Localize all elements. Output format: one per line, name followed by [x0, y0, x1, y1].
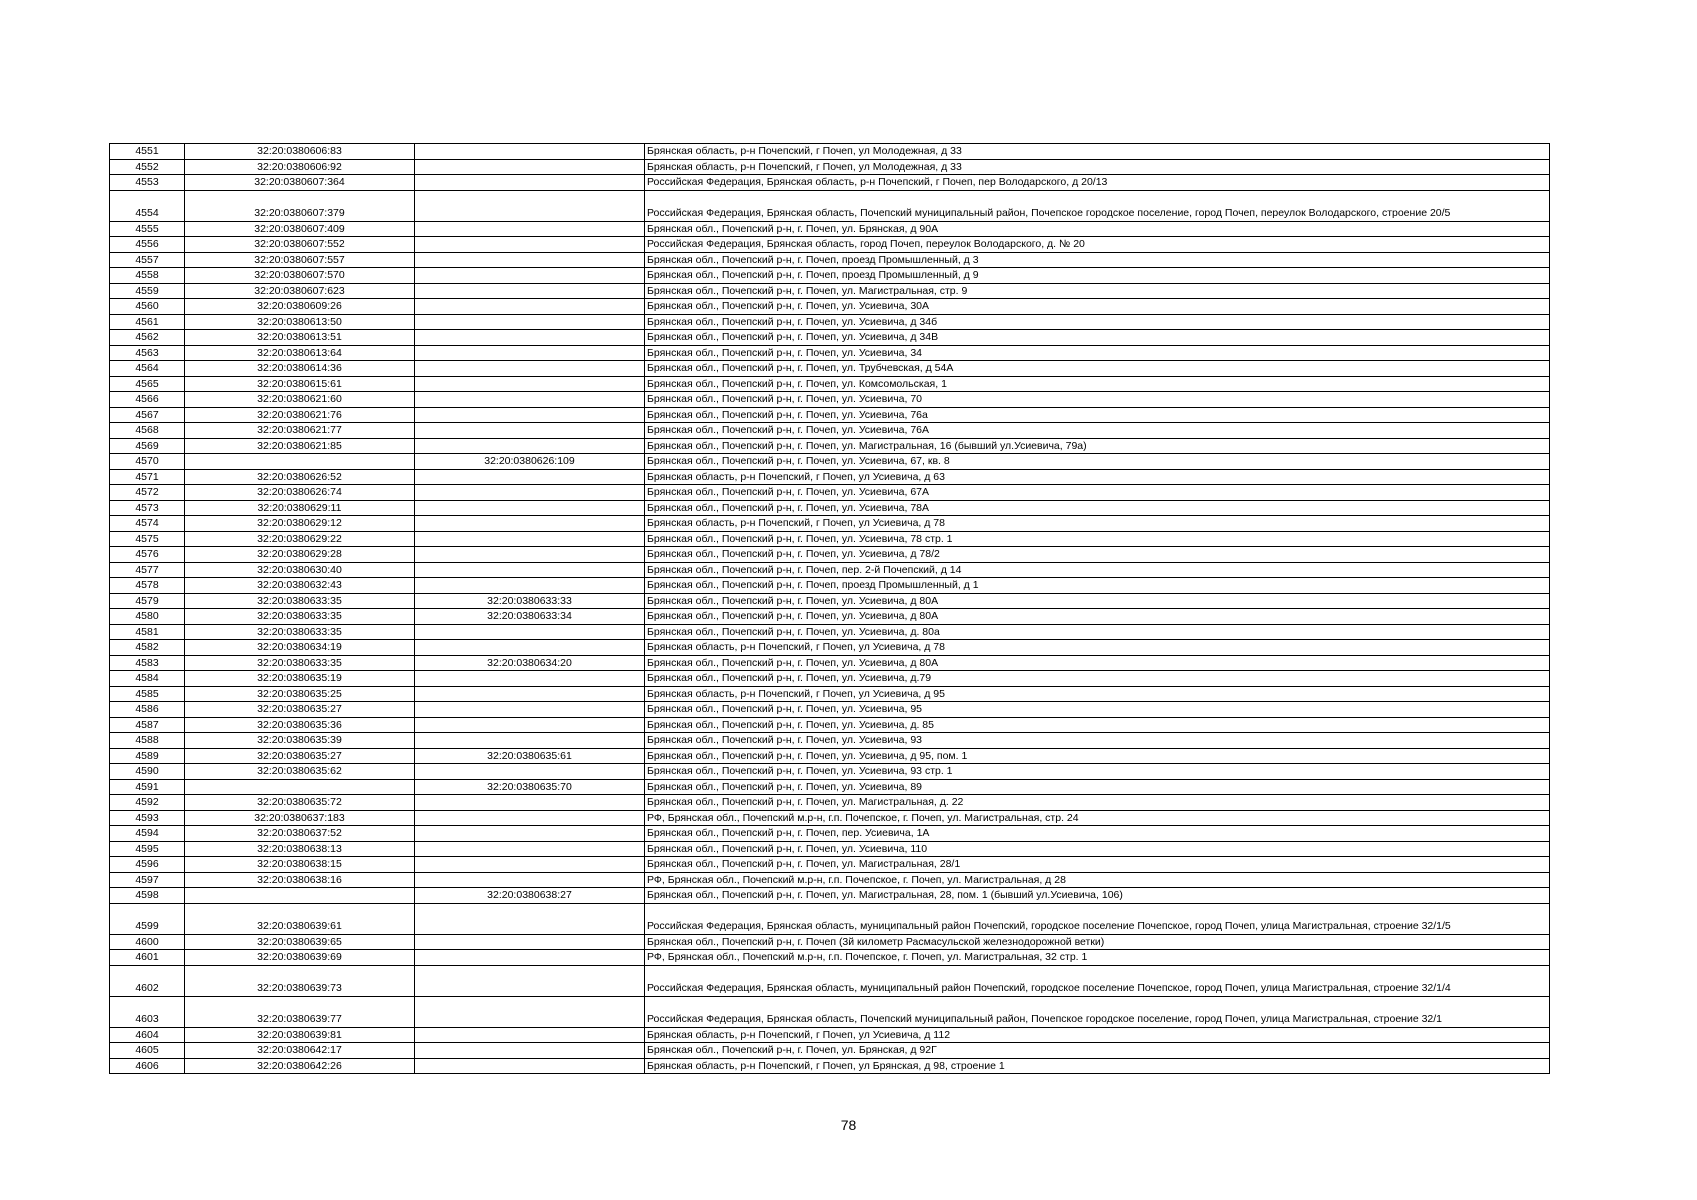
object-cadastral-number-cell	[415, 190, 645, 221]
object-cadastral-number-cell	[415, 640, 645, 656]
cadastral-number-cell: 32:20:0380633:35	[185, 655, 415, 671]
address-cell: Российская Федерация, Брянская область, муниципальный район Почепский, городское поселение Почепское, город Почеп, улица Магистральная, строение 32/1/4	[645, 965, 1550, 996]
table-row	[110, 640, 1550, 656]
object-cadastral-number-cell	[415, 268, 645, 284]
cadastral-number-cell: 32:20:0380639:69	[185, 950, 415, 966]
row-number-cell: 4597	[110, 872, 185, 888]
row-number-cell: 4557	[110, 252, 185, 268]
table-row	[110, 485, 1550, 501]
table-row	[110, 965, 1550, 996]
object-cadastral-number-cell	[415, 407, 645, 423]
row-number-cell: 4559	[110, 283, 185, 299]
cadastral-number-cell: 32:20:0380613:50	[185, 314, 415, 330]
address-cell: Брянская обл., Почепский р-н, г. Почеп, ул. Магистральная, 16 (бывший ул.Усиевича, 79а)	[645, 438, 1550, 454]
row-number-cell: 4579	[110, 593, 185, 609]
table-row	[110, 268, 1550, 284]
table-row	[110, 423, 1550, 439]
row-number-cell: 4571	[110, 469, 185, 485]
cadastral-number-cell: 32:20:0380626:74	[185, 485, 415, 501]
cadastral-number-cell: 32:20:0380629:28	[185, 547, 415, 563]
table-row	[110, 857, 1550, 873]
row-number-cell: 4581	[110, 624, 185, 640]
object-cadastral-number-cell: 32:20:0380633:33	[415, 593, 645, 609]
object-cadastral-number-cell	[415, 686, 645, 702]
row-number-cell: 4598	[110, 888, 185, 904]
cadastral-number-cell: 32:20:0380633:35	[185, 593, 415, 609]
object-cadastral-number-cell	[415, 345, 645, 361]
object-cadastral-number-cell	[415, 361, 645, 377]
table-row	[110, 516, 1550, 532]
address-cell: Брянская обл., Почепский р-н, г. Почеп, ул. Усиевича, д 80А	[645, 609, 1550, 625]
cadastral-number-cell: 32:20:0380607:623	[185, 283, 415, 299]
address-cell: Брянская обл., Почепский р-н, г. Почеп, пер. Усиевича, 1А	[645, 826, 1550, 842]
address-cell: Брянская обл., Почепский р-н, г. Почеп, ул. Комсомольская, 1	[645, 376, 1550, 392]
page-number: 78	[840, 1117, 857, 1133]
cadastral-number-cell: 32:20:0380609:26	[185, 299, 415, 315]
object-cadastral-number-cell	[415, 624, 645, 640]
table-row	[110, 593, 1550, 609]
row-number-cell: 4576	[110, 547, 185, 563]
address-cell: Брянская область, р-н Почепский, г Почеп, ул Усиевича, д 63	[645, 469, 1550, 485]
cadastral-number-cell: 32:20:0380607:409	[185, 221, 415, 237]
table-row	[110, 996, 1550, 1027]
row-number-cell: 4566	[110, 392, 185, 408]
table-row	[110, 330, 1550, 346]
address-cell: Брянская обл., Почепский р-н, г. Почеп, ул. Магистральная, 28, пом. 1 (бывший ул.Усиевича, 106)	[645, 888, 1550, 904]
cadastral-number-cell: 32:20:0380635:27	[185, 748, 415, 764]
row-number-cell: 4565	[110, 376, 185, 392]
table-row	[110, 407, 1550, 423]
address-cell: Брянская обл., Почепский р-н, г. Почеп, ул. Усиевича, 93	[645, 733, 1550, 749]
cadastral-number-cell	[185, 779, 415, 795]
row-number-cell: 4572	[110, 485, 185, 501]
object-cadastral-number-cell	[415, 531, 645, 547]
object-cadastral-number-cell: 32:20:0380633:34	[415, 609, 645, 625]
cadastral-number-cell: 32:20:0380639:61	[185, 903, 415, 934]
address-cell: Брянская обл., Почепский р-н, г. Почеп, пер. 2-й Почепский, д 14	[645, 562, 1550, 578]
cadastral-number-cell: 32:20:0380633:35	[185, 609, 415, 625]
registry-table	[109, 143, 1550, 1074]
cadastral-number-cell: 32:20:0380635:62	[185, 764, 415, 780]
address-cell: Брянская обл., Почепский р-н, г. Почеп, ул. Усиевича, д 80А	[645, 593, 1550, 609]
address-cell: Брянская обл., Почепский р-н, г. Почеп, ул. Усиевича, 67, кв. 8	[645, 454, 1550, 470]
cadastral-number-cell: 32:20:0380607:552	[185, 237, 415, 253]
row-number-cell: 4583	[110, 655, 185, 671]
row-number-cell: 4605	[110, 1043, 185, 1059]
cadastral-number-cell: 32:20:0380637:52	[185, 826, 415, 842]
table-row	[110, 578, 1550, 594]
address-cell: Брянская обл., Почепский р-н, г. Почеп, ул. Усиевича, 89	[645, 779, 1550, 795]
row-number-cell: 4588	[110, 733, 185, 749]
address-cell: Брянская обл., Почепский р-н, г. Почеп, ул. Усиевича, д 34б	[645, 314, 1550, 330]
address-cell: Брянская обл., Почепский р-н, г. Почеп, ул. Усиевича, д. 85	[645, 717, 1550, 733]
address-cell: Брянская обл., Почепский р-н, г. Почеп, ул. Усиевича, 78 стр. 1	[645, 531, 1550, 547]
cadastral-number-cell: 32:20:0380637:183	[185, 810, 415, 826]
row-number-cell: 4578	[110, 578, 185, 594]
object-cadastral-number-cell	[415, 857, 645, 873]
table-row	[110, 469, 1550, 485]
object-cadastral-number-cell	[415, 717, 645, 733]
object-cadastral-number-cell	[415, 221, 645, 237]
row-number-cell: 4574	[110, 516, 185, 532]
address-cell: Брянская обл., Почепский р-н, г. Почеп, проезд Промышленный, д 1	[645, 578, 1550, 594]
row-number-cell: 4562	[110, 330, 185, 346]
row-number-cell: 4569	[110, 438, 185, 454]
cadastral-number-cell: 32:20:0380635:39	[185, 733, 415, 749]
row-number-cell: 4556	[110, 237, 185, 253]
cadastral-number-cell: 32:20:0380633:35	[185, 624, 415, 640]
cadastral-number-cell: 32:20:0380615:61	[185, 376, 415, 392]
cadastral-number-cell: 32:20:0380634:19	[185, 640, 415, 656]
address-cell: Брянская обл., Почепский р-н, г. Почеп, ул. Брянская, д 92Г	[645, 1043, 1550, 1059]
table-row	[110, 795, 1550, 811]
table-row	[110, 500, 1550, 516]
cadastral-number-cell: 32:20:0380613:51	[185, 330, 415, 346]
cadastral-number-cell: 32:20:0380621:76	[185, 407, 415, 423]
table-row	[110, 531, 1550, 547]
object-cadastral-number-cell	[415, 252, 645, 268]
table-row	[110, 764, 1550, 780]
address-cell: Брянская обл., Почепский р-н, г. Почеп, ул. Магистральная, стр. 9	[645, 283, 1550, 299]
address-cell: Брянская обл., Почепский р-н, г. Почеп, ул. Усиевича, д.79	[645, 671, 1550, 687]
row-number-cell: 4593	[110, 810, 185, 826]
address-cell: Брянская обл., Почепский р-н, г. Почеп, ул. Усиевича, 30А	[645, 299, 1550, 315]
object-cadastral-number-cell	[415, 826, 645, 842]
table-row	[110, 1027, 1550, 1043]
address-cell: Брянская область, р-н Почепский, г Почеп, ул Молодежная, д 33	[645, 144, 1550, 160]
row-number-cell: 4554	[110, 190, 185, 221]
address-cell: Брянская обл., Почепский р-н, г. Почеп, ул. Трубчевская, д 54А	[645, 361, 1550, 377]
table-row	[110, 950, 1550, 966]
cadastral-number-cell: 32:20:0380639:81	[185, 1027, 415, 1043]
cadastral-number-cell	[185, 454, 415, 470]
table-row	[110, 826, 1550, 842]
object-cadastral-number-cell	[415, 733, 645, 749]
cadastral-number-cell: 32:20:0380607:364	[185, 175, 415, 191]
address-cell: Российская Федерация, Брянская область, город Почеп, переулок Володарского, д. № 20	[645, 237, 1550, 253]
object-cadastral-number-cell	[415, 1027, 645, 1043]
address-cell: Российская Федерация, Брянская область, р-н Почепский, г Почеп, пер Володарского, д 20/13	[645, 175, 1550, 191]
address-cell: Российская Федерация, Брянская область, Почепский муниципальный район, Почепское городское поселение, город Почеп, переулок Володарского, строение 20/5	[645, 190, 1550, 221]
object-cadastral-number-cell	[415, 330, 645, 346]
table-row	[110, 361, 1550, 377]
cadastral-number-cell: 32:20:0380607:379	[185, 190, 415, 221]
row-number-cell: 4552	[110, 159, 185, 175]
object-cadastral-number-cell: 32:20:0380634:20	[415, 655, 645, 671]
table-row	[110, 686, 1550, 702]
row-number-cell: 4604	[110, 1027, 185, 1043]
row-number-cell: 4594	[110, 826, 185, 842]
object-cadastral-number-cell	[415, 702, 645, 718]
address-cell: Брянская обл., Почепский р-н, г. Почеп, ул. Усиевича, 78А	[645, 500, 1550, 516]
cadastral-number-cell: 32:20:0380626:52	[185, 469, 415, 485]
object-cadastral-number-cell	[415, 903, 645, 934]
table-row	[110, 779, 1550, 795]
object-cadastral-number-cell: 32:20:0380635:61	[415, 748, 645, 764]
table-row	[110, 547, 1550, 563]
address-cell: Брянская область, р-н Почепский, г Почеп, ул Усиевича, д 78	[645, 640, 1550, 656]
cadastral-number-cell: 32:20:0380638:13	[185, 841, 415, 857]
cadastral-number-cell: 32:20:0380621:60	[185, 392, 415, 408]
row-number-cell: 4596	[110, 857, 185, 873]
object-cadastral-number-cell	[415, 547, 645, 563]
address-cell: Брянская обл., Почепский р-н, г. Почеп, ул. Усиевича, 110	[645, 841, 1550, 857]
row-number-cell: 4601	[110, 950, 185, 966]
object-cadastral-number-cell	[415, 283, 645, 299]
row-number-cell: 4570	[110, 454, 185, 470]
cadastral-number-cell: 32:20:0380638:15	[185, 857, 415, 873]
object-cadastral-number-cell: 32:20:0380638:27	[415, 888, 645, 904]
table-row	[110, 175, 1550, 191]
address-cell: Российская Федерация, Брянская область, муниципальный район Почепский, городское поселение Почепское, город Почеп, улица Магистральная, строение 32/1/5	[645, 903, 1550, 934]
object-cadastral-number-cell	[415, 810, 645, 826]
table-row	[110, 376, 1550, 392]
row-number-cell: 4580	[110, 609, 185, 625]
table-row	[110, 810, 1550, 826]
object-cadastral-number-cell	[415, 872, 645, 888]
object-cadastral-number-cell	[415, 469, 645, 485]
cadastral-number-cell: 32:20:0380642:26	[185, 1058, 415, 1074]
table-row	[110, 1058, 1550, 1074]
table-row	[110, 934, 1550, 950]
cadastral-number-cell: 32:20:0380635:72	[185, 795, 415, 811]
address-cell: РФ, Брянская обл., Почепский м.р-н, г.п. Почепское, г. Почеп, ул. Магистральная, стр. 24	[645, 810, 1550, 826]
cadastral-number-cell: 32:20:0380642:17	[185, 1043, 415, 1059]
row-number-cell: 4575	[110, 531, 185, 547]
cadastral-number-cell: 32:20:0380613:64	[185, 345, 415, 361]
cadastral-number-cell: 32:20:0380632:43	[185, 578, 415, 594]
cadastral-number-cell: 32:20:0380630:40	[185, 562, 415, 578]
table-row	[110, 283, 1550, 299]
table-row	[110, 903, 1550, 934]
row-number-cell: 4582	[110, 640, 185, 656]
object-cadastral-number-cell	[415, 950, 645, 966]
row-number-cell: 4555	[110, 221, 185, 237]
address-cell: Брянская обл., Почепский р-н, г. Почеп, ул. Усиевича, д 80А	[645, 655, 1550, 671]
object-cadastral-number-cell	[415, 237, 645, 253]
cadastral-number-cell: 32:20:0380607:570	[185, 268, 415, 284]
object-cadastral-number-cell	[415, 175, 645, 191]
table-row	[110, 392, 1550, 408]
row-number-cell: 4568	[110, 423, 185, 439]
cadastral-number-cell: 32:20:0380635:19	[185, 671, 415, 687]
address-cell: Российская Федерация, Брянская область, Почепский муниципальный район, Почепское городское поселение, город Почеп, улица Магистральная, строение 32/1	[645, 996, 1550, 1027]
object-cadastral-number-cell	[415, 423, 645, 439]
object-cadastral-number-cell	[415, 485, 645, 501]
row-number-cell: 4603	[110, 996, 185, 1027]
table-row	[110, 454, 1550, 470]
table-row	[110, 1043, 1550, 1059]
address-cell: Брянская обл., Почепский р-н, г. Почеп, проезд Промышленный, д 3	[645, 252, 1550, 268]
row-number-cell: 4592	[110, 795, 185, 811]
row-number-cell: 4590	[110, 764, 185, 780]
address-cell: Брянская обл., Почепский р-н, г. Почеп, ул. Магистральная, д. 22	[645, 795, 1550, 811]
object-cadastral-number-cell	[415, 996, 645, 1027]
cadastral-number-cell: 32:20:0380614:36	[185, 361, 415, 377]
row-number-cell: 4567	[110, 407, 185, 423]
table-row	[110, 655, 1550, 671]
object-cadastral-number-cell	[415, 578, 645, 594]
table-row	[110, 221, 1550, 237]
row-number-cell: 4602	[110, 965, 185, 996]
table-row	[110, 159, 1550, 175]
object-cadastral-number-cell	[415, 562, 645, 578]
cadastral-number-cell: 32:20:0380635:27	[185, 702, 415, 718]
address-cell: Брянская обл., Почепский р-н, г. Почеп, проезд Промышленный, д 9	[645, 268, 1550, 284]
table-row	[110, 841, 1550, 857]
cadastral-number-cell: 32:20:0380638:16	[185, 872, 415, 888]
row-number-cell: 4595	[110, 841, 185, 857]
address-cell: Брянская обл., Почепский р-н, г. Почеп, ул. Усиевича, д 78/2	[645, 547, 1550, 563]
object-cadastral-number-cell	[415, 795, 645, 811]
row-number-cell: 4560	[110, 299, 185, 315]
table-row	[110, 609, 1550, 625]
object-cadastral-number-cell	[415, 965, 645, 996]
cadastral-number-cell	[185, 888, 415, 904]
row-number-cell: 4584	[110, 671, 185, 687]
address-cell: Брянская обл., Почепский р-н, г. Почеп, ул. Усиевича, 67А	[645, 485, 1550, 501]
address-cell: Брянская обл., Почепский р-н, г. Почеп, ул. Усиевича, 70	[645, 392, 1550, 408]
address-cell: РФ, Брянская обл., Почепский м.р-н, г.п. Почепское, г. Почеп, ул. Магистральная, д 28	[645, 872, 1550, 888]
table-row	[110, 624, 1550, 640]
object-cadastral-number-cell	[415, 159, 645, 175]
object-cadastral-number-cell	[415, 314, 645, 330]
address-cell: Брянская обл., Почепский р-н, г. Почеп, ул. Усиевича, 34	[645, 345, 1550, 361]
table-row	[110, 190, 1550, 221]
table-row	[110, 345, 1550, 361]
table-row	[110, 733, 1550, 749]
table-row	[110, 299, 1550, 315]
address-cell: Брянская область, р-н Почепский, г Почеп, ул Усиевича, д 95	[645, 686, 1550, 702]
table-row	[110, 888, 1550, 904]
object-cadastral-number-cell	[415, 500, 645, 516]
address-cell: Брянская обл., Почепский р-н, г. Почеп, ул. Усиевича, 95	[645, 702, 1550, 718]
row-number-cell: 4551	[110, 144, 185, 160]
cadastral-number-cell: 32:20:0380607:557	[185, 252, 415, 268]
address-cell: РФ, Брянская обл., Почепский м.р-н, г.п. Почепское, г. Почеп, ул. Магистральная, 32 стр. 1	[645, 950, 1550, 966]
cadastral-number-cell: 32:20:0380639:77	[185, 996, 415, 1027]
table-row	[110, 438, 1550, 454]
cadastral-number-cell: 32:20:0380621:77	[185, 423, 415, 439]
table-row	[110, 314, 1550, 330]
table-row	[110, 144, 1550, 160]
cadastral-number-cell: 32:20:0380629:22	[185, 531, 415, 547]
cadastral-number-cell: 32:20:0380606:83	[185, 144, 415, 160]
row-number-cell: 4563	[110, 345, 185, 361]
row-number-cell: 4587	[110, 717, 185, 733]
address-cell: Брянская обл., Почепский р-н, г. Почеп, ул. Усиевича, д. 80а	[645, 624, 1550, 640]
row-number-cell: 4553	[110, 175, 185, 191]
object-cadastral-number-cell: 32:20:0380635:70	[415, 779, 645, 795]
row-number-cell: 4586	[110, 702, 185, 718]
address-cell: Брянская обл., Почепский р-н, г. Почеп, ул. Усиевича, д 34В	[645, 330, 1550, 346]
cadastral-number-cell: 32:20:0380629:12	[185, 516, 415, 532]
row-number-cell: 4585	[110, 686, 185, 702]
cadastral-number-cell: 32:20:0380635:36	[185, 717, 415, 733]
row-number-cell: 4573	[110, 500, 185, 516]
address-cell: Брянская область, р-н Почепский, г Почеп, ул Усиевича, д 78	[645, 516, 1550, 532]
object-cadastral-number-cell	[415, 376, 645, 392]
cadastral-number-cell: 32:20:0380635:25	[185, 686, 415, 702]
object-cadastral-number-cell	[415, 516, 645, 532]
table-row	[110, 562, 1550, 578]
table-row	[110, 702, 1550, 718]
object-cadastral-number-cell	[415, 392, 645, 408]
address-cell: Брянская область, р-н Почепский, г Почеп, ул Брянская, д 98, строение 1	[645, 1058, 1550, 1074]
object-cadastral-number-cell	[415, 671, 645, 687]
address-cell: Брянская область, р-н Почепский, г Почеп, ул Усиевича, д 112	[645, 1027, 1550, 1043]
row-number-cell: 4558	[110, 268, 185, 284]
cadastral-number-cell: 32:20:0380639:65	[185, 934, 415, 950]
cadastral-number-cell: 32:20:0380629:11	[185, 500, 415, 516]
cadastral-number-cell: 32:20:0380621:85	[185, 438, 415, 454]
row-number-cell: 4599	[110, 903, 185, 934]
address-cell: Брянская обл., Почепский р-н, г. Почеп, ул. Усиевича, д 95, пом. 1	[645, 748, 1550, 764]
address-cell: Брянская обл., Почепский р-н, г. Почеп, ул. Усиевича, 76А	[645, 423, 1550, 439]
object-cadastral-number-cell	[415, 841, 645, 857]
cadastral-number-cell: 32:20:0380606:92	[185, 159, 415, 175]
object-cadastral-number-cell	[415, 1043, 645, 1059]
address-cell: Брянская обл., Почепский р-н, г. Почеп, ул. Усиевича, 76а	[645, 407, 1550, 423]
object-cadastral-number-cell	[415, 934, 645, 950]
row-number-cell: 4561	[110, 314, 185, 330]
address-cell: Брянская обл., Почепский р-н, г. Почеп, ул. Усиевича, 93 стр. 1	[645, 764, 1550, 780]
object-cadastral-number-cell	[415, 1058, 645, 1074]
object-cadastral-number-cell	[415, 144, 645, 160]
row-number-cell: 4564	[110, 361, 185, 377]
row-number-cell: 4606	[110, 1058, 185, 1074]
registry-body	[110, 144, 1550, 1074]
table-row	[110, 237, 1550, 253]
table-row	[110, 717, 1550, 733]
address-cell: Брянская обл., Почепский р-н, г. Почеп, ул. Брянская, д 90А	[645, 221, 1550, 237]
address-cell: Брянская обл., Почепский р-н, г. Почеп (3й километр Расмасульской железнодорожной ветки)	[645, 934, 1550, 950]
row-number-cell: 4600	[110, 934, 185, 950]
object-cadastral-number-cell: 32:20:0380626:109	[415, 454, 645, 470]
row-number-cell: 4577	[110, 562, 185, 578]
table-row	[110, 872, 1550, 888]
row-number-cell: 4589	[110, 748, 185, 764]
table-row	[110, 748, 1550, 764]
address-cell: Брянская область, р-н Почепский, г Почеп, ул Молодежная, д 33	[645, 159, 1550, 175]
object-cadastral-number-cell	[415, 299, 645, 315]
table-row	[110, 252, 1550, 268]
row-number-cell: 4591	[110, 779, 185, 795]
object-cadastral-number-cell	[415, 764, 645, 780]
cadastral-number-cell: 32:20:0380639:73	[185, 965, 415, 996]
table-row	[110, 671, 1550, 687]
address-cell: Брянская обл., Почепский р-н, г. Почеп, ул. Магистральная, 28/1	[645, 857, 1550, 873]
object-cadastral-number-cell	[415, 438, 645, 454]
